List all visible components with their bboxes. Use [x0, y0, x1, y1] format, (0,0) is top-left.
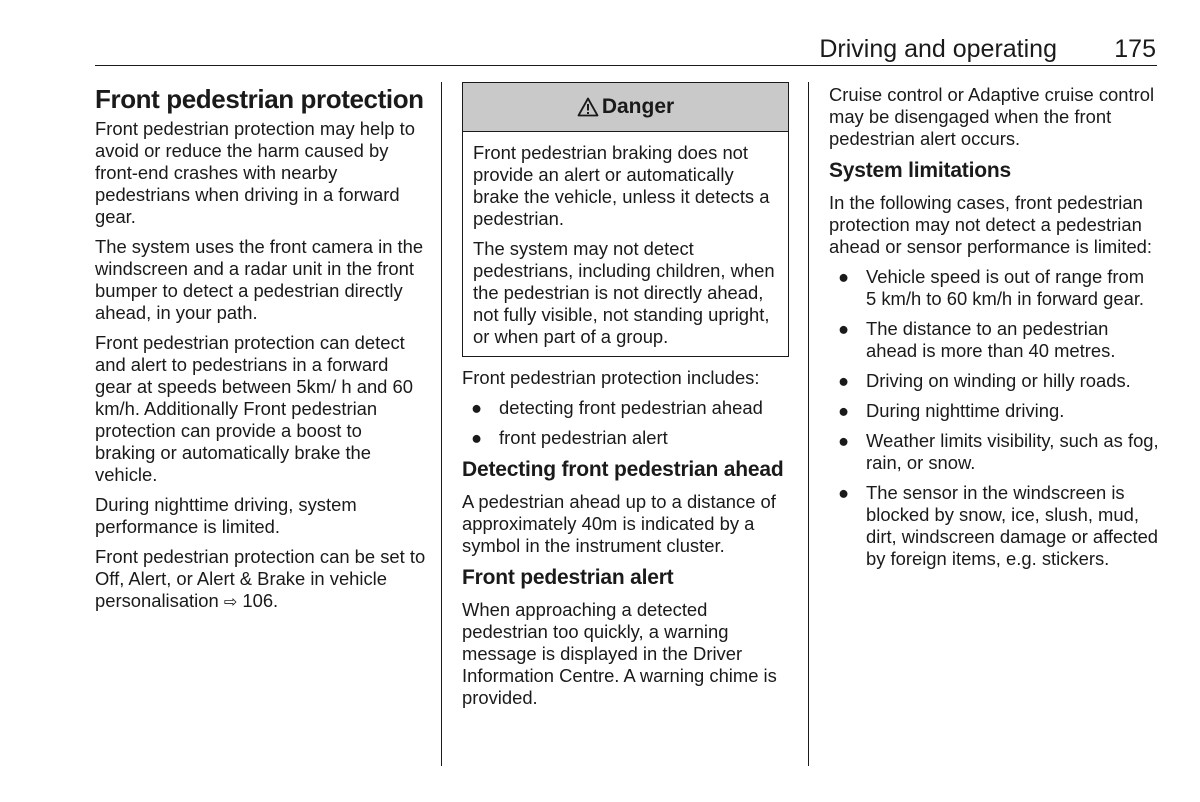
paragraph: Front pedestrian protection can detect and alert to pedestrians in a forward gear at speeds between 5km/ h and 60 km/h. Additionally Front pedestrian protection can provide a boost to braking or automatically brake the vehicle. — [95, 332, 413, 485]
paragraph: During nighttime driving, system performance is limited. — [95, 494, 357, 537]
paragraph: When approaching a detected pedestrian too quickly, a warning message is displayed in the Driver Information Centre. A warning chime is provided. — [462, 599, 777, 708]
list-item: ● detecting front pedestrian ahead — [471, 397, 763, 418]
list-item: ● Weather limits visibility, such as fog, rain, or snow. — [838, 430, 1159, 473]
limitations-list — [829, 266, 1159, 570]
column-divider — [808, 82, 809, 766]
bullet-icon: ● — [838, 318, 850, 339]
list-item: ● During nighttime driving. — [838, 400, 1065, 421]
includes-list — [462, 397, 790, 449]
paragraph-text: Front pedestrian protection can be set to Off, Alert, or Alert & Brake in vehicle personalisation — [95, 546, 426, 611]
column-right — [829, 84, 1159, 578]
bullet-icon: ● — [838, 370, 850, 391]
page-heading: Front pedestrian protection — [95, 84, 424, 114]
danger-label: Danger — [601, 95, 675, 118]
section-heading: Front pedestrian alert — [462, 566, 674, 589]
list-item: ● Driving on winding or hilly roads. — [838, 370, 1131, 391]
page-reference-link[interactable]: 106. — [242, 590, 279, 611]
section-title: Driving and operating — [819, 35, 1057, 63]
bullet-icon: ● — [471, 397, 483, 418]
paragraph: The system uses the front camera in the windscreen and a radar unit in the front bumper to detect a pedestrian directly ahead, in your path. — [95, 236, 424, 323]
paragraph: A pedestrian ahead up to a distance of approximately 40m is indicated by a symbol in the instrument cluster. — [462, 491, 776, 556]
paragraph: Front pedestrian protection includes: — [462, 367, 760, 388]
paragraph: Front pedestrian protection may help to avoid or reduce the harm caused by front-end crashes with nearby pedestrians when driving in a forward gear. — [95, 118, 415, 227]
bullet-icon: ● — [471, 427, 483, 448]
danger-box — [462, 82, 789, 357]
paragraph: In the following cases, front pedestrian protection may not detect a pedestrian ahead or sensor performance is limited: — [829, 192, 1153, 257]
danger-paragraph: The system may not detect pedestrians, including children, when the pedestrian is not directly ahead, not fully visible, not standing upright, or when part of a group. — [473, 238, 775, 347]
bullet-icon: ● — [838, 430, 850, 451]
bullet-icon: ● — [838, 400, 850, 421]
header-divider — [95, 65, 1157, 66]
list-item: ● front pedestrian alert — [471, 427, 668, 448]
danger-paragraph: Front pedestrian braking does not provide an alert or automatically brake the vehicle, unless it detects a pedestrian. — [473, 142, 770, 229]
paragraph-with-reference — [95, 546, 427, 614]
list-item: ● Vehicle speed is out of range from 5 km/h to 60 km/h in forward gear. — [838, 266, 1145, 309]
list-item: ● The sensor in the windscreen is blocked by snow, ice, slush, mud, dirt, windscreen damage or affected by foreign items, e.g. stickers. — [838, 482, 1159, 569]
column-middle — [462, 82, 790, 717]
section-heading: Detecting front pedestrian ahead — [462, 458, 784, 481]
list-item: ● The distance to an pedestrian ahead is more than 40 metres. — [838, 318, 1116, 361]
paragraph: Cruise control or Adaptive cruise control may be disengaged when the front pedestrian alert occurs. — [829, 84, 1155, 149]
column-left — [95, 84, 427, 622]
warning-triangle-icon — [577, 97, 599, 117]
danger-header — [463, 83, 788, 132]
bullet-icon: ● — [838, 482, 850, 503]
column-divider — [441, 82, 442, 766]
page-number: 175 — [1114, 35, 1156, 63]
danger-body — [463, 132, 788, 348]
bullet-icon: ● — [838, 266, 850, 287]
page-reference-arrow-icon: ⇨ — [223, 594, 238, 611]
section-heading: System limitations — [829, 159, 1011, 182]
